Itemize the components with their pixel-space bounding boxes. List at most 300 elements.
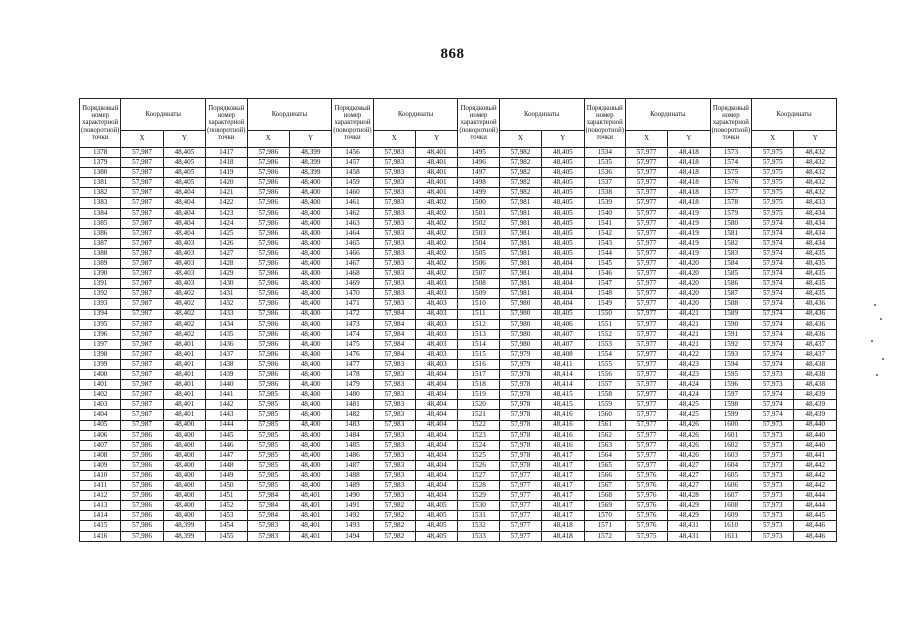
point-number-cell: 1552 [584,329,625,339]
coord-y-cell: 48,403 [163,248,205,258]
point-number-cell: 1511 [458,309,499,319]
coord-y-cell: 48,404 [542,289,584,299]
coord-x-cell: 57,975 [625,531,667,541]
point-number-cell: 1452 [206,501,247,511]
coord-x-cell: 57,980 [499,329,541,339]
table-row [80,491,837,501]
coord-x-cell: 57,977 [625,309,667,319]
point-number-cell: 1602 [710,440,751,450]
coord-y-cell: 48,432 [794,148,837,158]
coord-x-cell: 57,983 [373,218,415,228]
table-row [80,228,837,238]
point-number-cell: 1558 [584,390,625,400]
point-number-cell: 1382 [80,188,121,198]
point-number-cell: 1436 [206,339,247,349]
table-row [80,440,837,450]
coord-y-cell: 48,402 [416,238,458,248]
coord-x-cell: 57,975 [752,208,794,218]
point-number-cell: 1574 [710,158,751,168]
coord-x-cell: 57,986 [247,158,289,168]
point-number-cell: 1603 [710,450,751,460]
coord-y-cell: 48,426 [668,430,710,440]
coord-x-cell: 57,983 [373,168,415,178]
coord-y-cell: 48,427 [668,471,710,481]
coord-y-cell: 48,403 [416,289,458,299]
coord-y-cell: 48,405 [542,228,584,238]
coord-x-cell: 57,986 [247,319,289,329]
table-row [80,501,837,511]
coord-y-cell: 48,434 [794,228,837,238]
coord-x-cell: 57,983 [373,460,415,470]
header-point-number: Порядковый номер характерной (поворотной) точки [206,99,247,148]
coord-x-cell: 57,977 [625,450,667,460]
coord-x-cell: 57,981 [499,228,541,238]
coord-x-cell: 57,978 [499,460,541,470]
coord-y-cell: 48,400 [289,370,331,380]
coord-y-cell: 48,408 [542,349,584,359]
coord-y-cell: 48,400 [163,460,205,470]
point-number-cell: 1444 [206,420,247,430]
coord-x-cell: 57,984 [247,491,289,501]
coord-y-cell: 48,401 [416,178,458,188]
point-number-cell: 1546 [584,269,625,279]
point-number-cell: 1527 [458,471,499,481]
point-number-cell: 1464 [332,228,373,238]
point-number-cell: 1526 [458,460,499,470]
point-number-cell: 1460 [332,188,373,198]
coord-y-cell: 48,444 [794,501,837,511]
coord-x-cell: 57,983 [373,410,415,420]
coord-x-cell: 57,983 [373,289,415,299]
coord-x-cell: 57,977 [625,299,667,309]
coord-y-cell: 48,402 [416,218,458,228]
coord-x-cell: 57,987 [121,319,163,329]
coord-y-cell: 48,439 [794,390,837,400]
coord-x-cell: 57,987 [121,218,163,228]
point-number-cell: 1569 [584,501,625,511]
coord-x-cell: 57,984 [247,511,289,521]
coord-x-cell: 57,981 [499,218,541,228]
coord-y-cell: 48,424 [668,390,710,400]
table-row [80,178,837,188]
point-number-cell: 1611 [710,531,751,541]
coord-x-cell: 57,977 [625,430,667,440]
point-number-cell: 1499 [458,188,499,198]
coord-y-cell: 48,400 [289,228,331,238]
header-x: X [752,131,794,148]
point-number-cell: 1461 [332,198,373,208]
point-number-cell: 1510 [458,299,499,309]
coord-y-cell: 48,439 [794,410,837,420]
header-point-number: Порядковый номер характерной (поворотной) точки [458,99,499,148]
point-number-cell: 1601 [710,430,751,440]
point-number-cell: 1404 [80,410,121,420]
coord-x-cell: 57,977 [625,400,667,410]
coord-y-cell: 48,435 [794,259,837,269]
coord-y-cell: 48,421 [668,339,710,349]
coord-y-cell: 48,420 [668,279,710,289]
coord-y-cell: 48,402 [163,319,205,329]
header-x: X [373,131,415,148]
point-number-cell: 1400 [80,370,121,380]
coord-x-cell: 57,978 [499,380,541,390]
coord-x-cell: 57,985 [247,410,289,420]
point-number-cell: 1474 [332,329,373,339]
coord-x-cell: 57,986 [247,218,289,228]
coord-x-cell: 57,986 [247,359,289,369]
coord-y-cell: 48,403 [416,359,458,369]
coord-y-cell: 48,434 [794,238,837,248]
coord-x-cell: 57,973 [752,511,794,521]
point-number-cell: 1447 [206,450,247,460]
coord-y-cell: 48,405 [163,158,205,168]
table-row [80,329,837,339]
coord-y-cell: 48,405 [542,158,584,168]
point-number-cell: 1572 [584,531,625,541]
coord-x-cell: 57,977 [625,410,667,420]
coord-x-cell: 57,987 [121,359,163,369]
point-number-cell: 1489 [332,481,373,491]
coord-x-cell: 57,973 [752,430,794,440]
point-number-cell: 1579 [710,208,751,218]
coord-y-cell: 48,426 [668,420,710,430]
coord-x-cell: 57,986 [247,329,289,339]
point-number-cell: 1413 [80,501,121,511]
point-number-cell: 1525 [458,450,499,460]
point-number-cell: 1443 [206,410,247,420]
coord-x-cell: 57,982 [499,158,541,168]
point-number-cell: 1494 [332,531,373,541]
point-number-cell: 1595 [710,370,751,380]
point-number-cell: 1433 [206,309,247,319]
coord-x-cell: 57,983 [373,390,415,400]
coord-y-cell: 48,407 [542,329,584,339]
header-y: Y [542,131,584,148]
point-number-cell: 1522 [458,420,499,430]
coord-x-cell: 57,985 [247,460,289,470]
coord-x-cell: 57,987 [121,380,163,390]
coord-y-cell: 48,400 [163,511,205,521]
coord-x-cell: 57,984 [247,501,289,511]
coord-x-cell: 57,981 [499,279,541,289]
coord-x-cell: 57,977 [499,511,541,521]
point-number-cell: 1563 [584,440,625,450]
point-number-cell: 1502 [458,218,499,228]
coord-x-cell: 57,977 [499,471,541,481]
point-number-cell: 1435 [206,329,247,339]
point-number-cell: 1409 [80,460,121,470]
coord-y-cell: 48,402 [163,299,205,309]
coord-x-cell: 57,986 [121,491,163,501]
header-y: Y [163,131,205,148]
coord-y-cell: 48,418 [542,521,584,531]
coord-x-cell: 57,982 [499,188,541,198]
coord-y-cell: 48,404 [416,420,458,430]
coord-x-cell: 57,985 [247,400,289,410]
point-number-cell: 1559 [584,400,625,410]
point-number-cell: 1599 [710,410,751,420]
table-row [80,289,837,299]
header-coordinates: Координаты [247,99,332,131]
coord-y-cell: 48,401 [416,188,458,198]
point-number-cell: 1498 [458,178,499,188]
coord-y-cell: 48,415 [542,400,584,410]
point-number-cell: 1419 [206,168,247,178]
coord-x-cell: 57,979 [499,359,541,369]
table-row [80,400,837,410]
coord-x-cell: 57,976 [625,511,667,521]
table-body [80,148,837,542]
coord-x-cell: 57,986 [247,380,289,390]
coord-y-cell: 48,442 [794,460,837,470]
coord-y-cell: 48,405 [163,178,205,188]
coord-y-cell: 48,400 [289,198,331,208]
coord-y-cell: 48,420 [668,299,710,309]
coord-x-cell: 57,977 [499,501,541,511]
coord-x-cell: 57,986 [247,178,289,188]
point-number-cell: 1565 [584,460,625,470]
point-number-cell: 1420 [206,178,247,188]
coord-x-cell: 57,987 [121,148,163,158]
point-number-cell: 1533 [458,531,499,541]
coord-y-cell: 48,420 [668,269,710,279]
coord-x-cell: 57,987 [121,390,163,400]
coord-y-cell: 48,400 [163,471,205,481]
point-number-cell: 1408 [80,450,121,460]
table-row [80,460,837,470]
coord-y-cell: 48,403 [416,309,458,319]
coord-x-cell: 57,977 [625,440,667,450]
coord-y-cell: 48,429 [668,511,710,521]
point-number-cell: 1486 [332,450,373,460]
coord-y-cell: 48,404 [542,279,584,289]
point-number-cell: 1530 [458,501,499,511]
coord-y-cell: 48,400 [289,279,331,289]
point-number-cell: 1547 [584,279,625,289]
coord-y-cell: 48,405 [416,511,458,521]
coord-x-cell: 57,986 [121,501,163,511]
coord-x-cell: 57,974 [752,359,794,369]
coord-y-cell: 48,404 [416,460,458,470]
coord-x-cell: 57,987 [121,309,163,319]
point-number-cell: 1523 [458,430,499,440]
coord-y-cell: 48,420 [668,259,710,269]
point-number-cell: 1505 [458,248,499,258]
coord-y-cell: 48,400 [163,481,205,491]
point-number-cell: 1469 [332,279,373,289]
coord-y-cell: 48,426 [668,440,710,450]
point-number-cell: 1411 [80,481,121,491]
coord-y-cell: 48,404 [416,440,458,450]
coord-x-cell: 57,978 [499,410,541,420]
point-number-cell: 1403 [80,400,121,410]
table-header-row [80,99,837,131]
coord-y-cell: 48,416 [542,420,584,430]
coord-x-cell: 57,973 [752,380,794,390]
point-number-cell: 1470 [332,289,373,299]
coord-x-cell: 57,986 [121,460,163,470]
point-number-cell: 1395 [80,319,121,329]
point-number-cell: 1391 [80,279,121,289]
point-number-cell: 1479 [332,380,373,390]
point-number-cell: 1477 [332,359,373,369]
header-point-number: Порядковый номер характерной (поворотной) точки [584,99,625,148]
coord-x-cell: 57,981 [499,259,541,269]
coord-x-cell: 57,982 [373,531,415,541]
coord-x-cell: 57,987 [121,339,163,349]
point-number-cell: 1473 [332,319,373,329]
coord-x-cell: 57,975 [752,178,794,188]
coord-x-cell: 57,980 [499,309,541,319]
coord-y-cell: 48,446 [794,531,837,541]
point-number-cell: 1544 [584,248,625,258]
coord-x-cell: 57,983 [373,188,415,198]
point-number-cell: 1388 [80,248,121,258]
point-number-cell: 1566 [584,471,625,481]
point-number-cell: 1434 [206,319,247,329]
coord-y-cell: 48,404 [416,450,458,460]
coord-x-cell: 57,976 [625,471,667,481]
table-row [80,198,837,208]
coord-x-cell: 57,984 [373,319,415,329]
point-number-cell: 1481 [332,400,373,410]
point-number-cell: 1381 [80,178,121,188]
point-number-cell: 1504 [458,238,499,248]
coord-y-cell: 48,400 [289,339,331,349]
table-row [80,319,837,329]
coord-x-cell: 57,974 [752,248,794,258]
coord-x-cell: 57,981 [499,238,541,248]
coord-y-cell: 48,405 [542,178,584,188]
point-number-cell: 1405 [80,420,121,430]
point-number-cell: 1383 [80,198,121,208]
coord-y-cell: 48,404 [416,400,458,410]
coord-x-cell: 57,977 [625,188,667,198]
coord-y-cell: 48,399 [289,158,331,168]
table-row [80,309,837,319]
coord-x-cell: 57,986 [247,289,289,299]
table-row [80,238,837,248]
point-number-cell: 1458 [332,168,373,178]
coord-x-cell: 57,977 [625,420,667,430]
coord-y-cell: 48,437 [794,339,837,349]
coord-x-cell: 57,983 [373,208,415,218]
coord-y-cell: 48,417 [542,471,584,481]
coord-y-cell: 48,400 [163,420,205,430]
point-number-cell: 1393 [80,299,121,309]
coord-y-cell: 48,404 [416,481,458,491]
coord-y-cell: 48,417 [542,511,584,521]
coord-x-cell: 57,977 [625,349,667,359]
coord-x-cell: 57,986 [247,248,289,258]
coord-x-cell: 57,985 [247,420,289,430]
coord-x-cell: 57,973 [752,420,794,430]
point-number-cell: 1463 [332,218,373,228]
coord-x-cell: 57,984 [373,339,415,349]
coord-x-cell: 57,973 [752,521,794,531]
coord-x-cell: 57,980 [499,319,541,329]
point-number-cell: 1385 [80,218,121,228]
coord-y-cell: 48,403 [416,329,458,339]
coord-y-cell: 48,403 [416,299,458,309]
point-number-cell: 1467 [332,259,373,269]
coord-x-cell: 57,974 [752,309,794,319]
point-number-cell: 1538 [584,188,625,198]
point-number-cell: 1449 [206,471,247,481]
point-number-cell: 1608 [710,501,751,511]
point-number-cell: 1553 [584,339,625,349]
coord-y-cell: 48,402 [416,248,458,258]
coord-y-cell: 48,400 [289,238,331,248]
coord-y-cell: 48,421 [668,329,710,339]
point-number-cell: 1539 [584,198,625,208]
coord-x-cell: 57,975 [752,198,794,208]
coord-y-cell: 48,400 [289,248,331,258]
point-number-cell: 1508 [458,279,499,289]
point-number-cell: 1562 [584,430,625,440]
page-number: 868 [440,46,465,62]
point-number-cell: 1410 [80,471,121,481]
coord-x-cell: 57,982 [499,168,541,178]
point-number-cell: 1540 [584,208,625,218]
coord-x-cell: 57,973 [752,531,794,541]
coord-y-cell: 48,400 [289,481,331,491]
point-number-cell: 1392 [80,289,121,299]
coord-y-cell: 48,401 [163,339,205,349]
coord-y-cell: 48,419 [668,248,710,258]
coord-y-cell: 48,399 [163,521,205,531]
coord-y-cell: 48,417 [542,450,584,460]
coord-x-cell: 57,987 [121,299,163,309]
coord-x-cell: 57,985 [247,450,289,460]
coord-x-cell: 57,985 [247,481,289,491]
coord-x-cell: 57,974 [752,259,794,269]
coord-y-cell: 48,402 [416,228,458,238]
coord-y-cell: 48,405 [416,521,458,531]
coord-x-cell: 57,987 [121,329,163,339]
coord-y-cell: 48,400 [289,259,331,269]
coord-y-cell: 48,401 [163,349,205,359]
coord-y-cell: 48,401 [416,148,458,158]
coord-y-cell: 48,440 [794,430,837,440]
coord-y-cell: 48,404 [163,198,205,208]
point-number-cell: 1432 [206,299,247,309]
point-number-cell: 1446 [206,440,247,450]
coord-y-cell: 48,400 [163,450,205,460]
table-row [80,380,837,390]
coord-x-cell: 57,987 [121,349,163,359]
point-number-cell: 1506 [458,259,499,269]
coord-x-cell: 57,987 [121,410,163,420]
coord-y-cell: 48,404 [163,218,205,228]
point-number-cell: 1516 [458,359,499,369]
coord-y-cell: 48,417 [542,491,584,501]
point-number-cell: 1415 [80,521,121,531]
coord-y-cell: 48,400 [289,410,331,420]
coord-y-cell: 48,401 [163,390,205,400]
coord-x-cell: 57,977 [625,158,667,168]
coord-x-cell: 57,977 [499,521,541,531]
coord-y-cell: 48,418 [542,531,584,541]
point-number-cell: 1573 [710,148,751,158]
point-number-cell: 1414 [80,511,121,521]
point-number-cell: 1588 [710,299,751,309]
point-number-cell: 1582 [710,238,751,248]
point-number-cell: 1398 [80,349,121,359]
table-row [80,269,837,279]
table-row [80,248,837,258]
coord-y-cell: 48,404 [163,208,205,218]
